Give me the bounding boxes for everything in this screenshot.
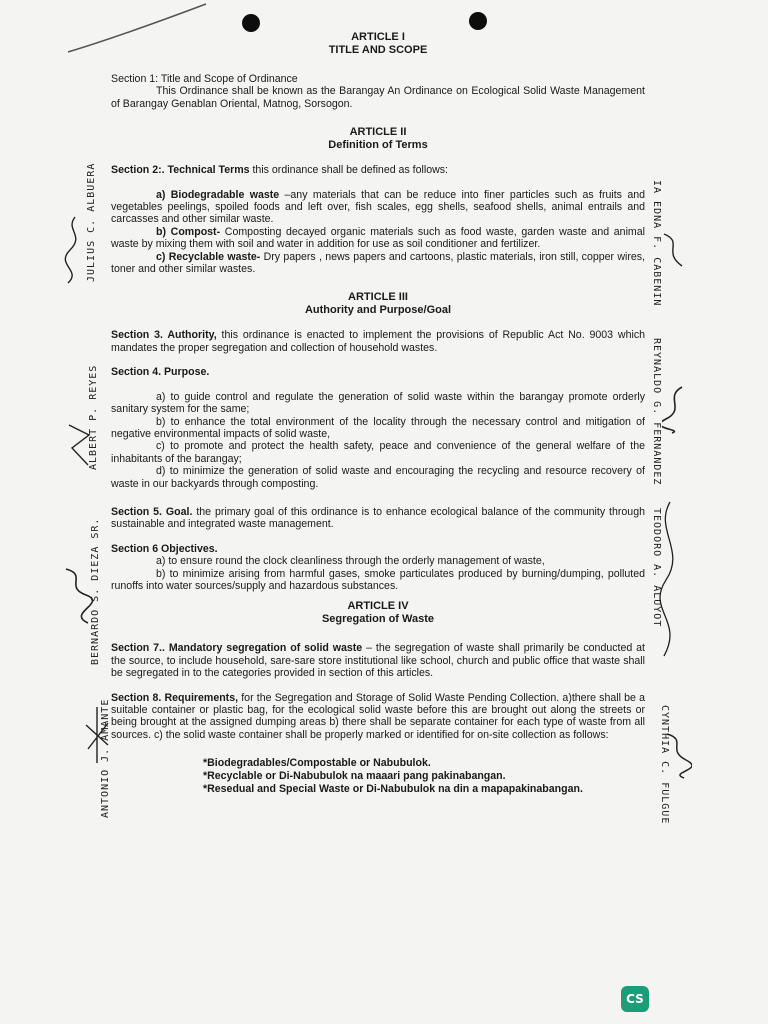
section-8	[111, 692, 645, 742]
signatory-right-1: IA EDNA F. CABENIN	[651, 180, 662, 307]
section-2-heading: Section 2:. Technical Terms	[111, 164, 250, 177]
waste-categories	[203, 757, 645, 796]
category-item: *Biodegradables/Compostable or Nabubulok.	[203, 757, 431, 770]
purpose-a: a) to guide control and regulate the generation of solid waste within the barangay promote orderly sanitary system for the same;	[111, 390, 645, 416]
purpose-d: d) to minimize the generation of solid waste and encouraging the recycling and resource recovery of waste in our backyards through composting.	[111, 465, 645, 490]
section-8-text: for the Segregation and Storage of Solid Waste Pending Collection. a)there shall be a suitable container or plastic bag, for the ecological solid waste before this are brought out along the streets or being brought at the assigned dumping areas b) there shall be separate container for each type of waste from all sources. c) the solid waste container shall be properly marked or identified for on-site collection as follows:	[111, 691, 645, 741]
objective-b: b) to minimize arising from harmful gases, smoke particulates produced by burning/dumping, polluted runoffs into water sources/supply and hazardous substances.	[111, 567, 645, 592]
section-5-text: the primary goal of this ordinance is to enhance ecological balance of the community through sustainable and integrated waste management.	[111, 505, 645, 531]
signature-scribble	[650, 500, 690, 660]
article-2-title: Definition of Terms	[328, 139, 428, 152]
signatory-right-4: CYNTHIA C. FULGUE	[659, 705, 670, 825]
section-7-heading: Section 7.. Mandatory segregation of solid waste	[111, 642, 363, 655]
signature-scribble	[60, 215, 90, 285]
term-recyclable-def: Dry papers , news papers and cartoons, plastic materials, iron still, copper wires, toner and other similar wastes.	[111, 250, 646, 276]
signature-scribble	[662, 385, 688, 435]
article-2-heading: ARTICLE II	[349, 126, 407, 139]
signature-scribble	[660, 230, 686, 270]
section-6-heading: Section 6 Objectives.	[111, 542, 218, 555]
category-item: *Resedual and Special Waste or Di-Nabubulok na din a mapapakinabangan.	[203, 783, 583, 796]
term-biodegradable-def: –any materials that can be reduce into finer particles such as fruits and vegetables peelings, spoiled foods and left over, fish scales, egg shells, seafood shells, animal entrails and carcasses and other similar waste.	[111, 188, 646, 226]
section-4-heading: Section 4. Purpose.	[111, 366, 210, 379]
term-compost-def: Composting decayed organic materials such as food waste, garden waste and animal waste by mixing them with soil and water in addition for use as soil conditioner and fertilizer.	[111, 225, 646, 251]
section-3-text: this ordinance is enacted to implement the provisions of Republic Act No. 9003 which mandates the proper segregation and collection of household wastes.	[111, 329, 646, 354]
article-3-title: Authority and Purpose/Goal	[304, 304, 452, 317]
purpose-b: b) to enhance the total environment of the locality through the necessary control and mitigation of negative environmental impacts of solid waste,	[111, 415, 645, 440]
ordinance-text	[111, 31, 645, 796]
section-1-text: This Ordinance shall be known as the Barangay An Ordinance on Ecological Solid Waste Management of Barangay Genablan Oriental, Matnog, Sorsogon.	[111, 85, 645, 110]
signatory-left-3: BERNARDO S. DIEZA SR.	[90, 517, 101, 665]
section-4	[111, 366, 645, 490]
signature-scribble	[82, 705, 112, 765]
signature-scribble	[60, 565, 94, 625]
signatory-right-2: REYNALDO G. FERNANDEZ	[651, 338, 662, 486]
section-5	[111, 506, 645, 531]
section-6	[111, 543, 645, 593]
term-recyclable: c) Recyclable waste-	[156, 250, 261, 263]
section-8-heading: Section 8. Requirements,	[111, 691, 239, 704]
article-1-heading: ARTICLE I	[351, 31, 405, 43]
camscanner-badge: CS	[621, 986, 649, 1012]
term-biodegradable: a) Biodegradable waste	[156, 188, 280, 201]
section-1-heading: Section 1: Title and Scope of Ordinance	[111, 73, 298, 85]
objective-a: a) to ensure round the clock cleanliness through the orderly management of waste,	[156, 555, 545, 568]
section-3	[111, 329, 645, 354]
term-compost: b) Compost-	[156, 225, 221, 238]
signatory-left-1: JULIUS C. ALBUERA	[86, 162, 97, 282]
section-1	[111, 73, 645, 110]
punch-hole-right	[469, 12, 487, 30]
section-7-text: – the segregation of waste shall primarily be conducted at the source, to include household, sare-sare store institutional like school, church and public office that waste shall be segregated in to the categories provided in section of this articles.	[111, 642, 645, 680]
signatory-left-2: ALBERT P. REYES	[88, 364, 99, 470]
article-4-heading: ARTICLE IV	[347, 600, 409, 613]
section-5-heading: Section 5. Goal.	[111, 505, 193, 518]
signatory-right-3: TEODORO A. ALUYOT	[651, 508, 662, 628]
signatory-left-4: ANTONIO J. AMANTE	[100, 698, 111, 818]
article-3-heading: ARTICLE III	[348, 291, 408, 304]
purpose-c: c) to promote and protect the health safety, peace and convenience of the general welfare of the inhabitants of the barangay;	[111, 440, 645, 465]
category-item: *Recyclable or Di-Nabubulok na maaari pang pakinabangan.	[203, 770, 506, 783]
punch-hole-left	[242, 14, 260, 32]
section-3-heading: Section 3. Authority,	[111, 329, 217, 342]
signature-scribble	[662, 730, 692, 780]
article-4-title: Segregation of Waste	[321, 613, 435, 626]
section-2	[111, 164, 645, 275]
signature-scribble	[64, 420, 94, 470]
section-2-intro: this ordinance shall be defined as follows:	[249, 164, 449, 177]
article-1-title: TITLE AND SCOPE	[328, 44, 428, 56]
section-7	[111, 642, 645, 679]
